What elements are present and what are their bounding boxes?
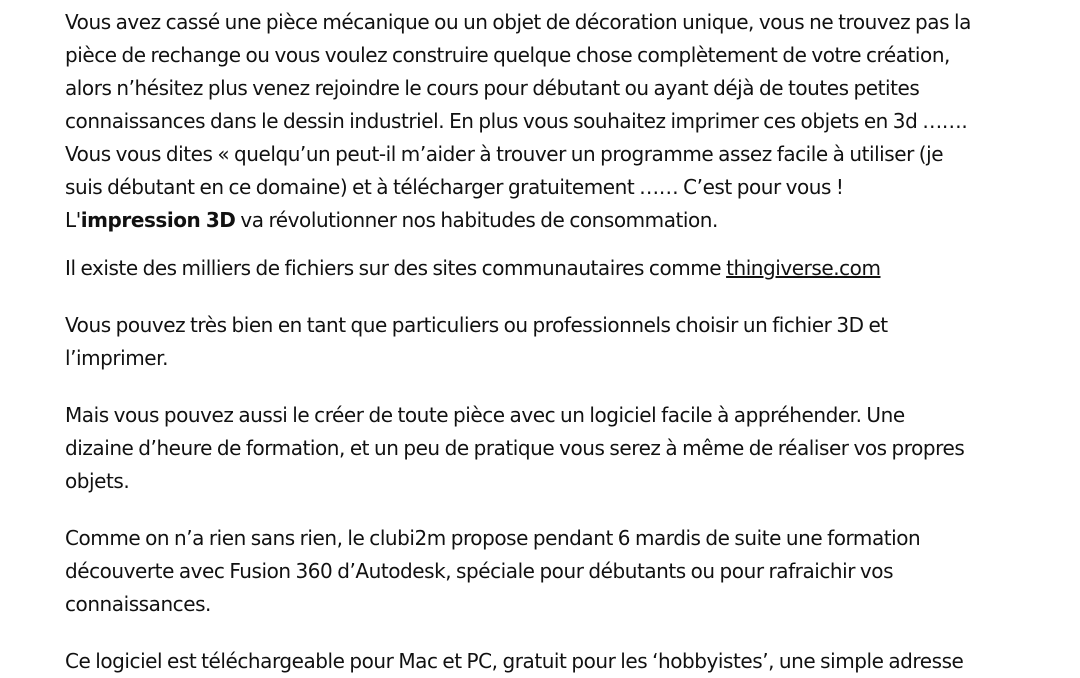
text-line: Ce logiciel est téléchargeable pour Mac et PC, gratuit pour les ‘hobbyistes’, une simple adresse	[65, 649, 964, 673]
text-line: Vous vous dites « quelqu’un peut-il m’aider à trouver un programme assez facile à utiliser (je	[65, 142, 944, 166]
text-prefix: L'	[65, 208, 81, 232]
text-line-impression	[65, 204, 1025, 237]
text-line	[65, 252, 1025, 285]
paragraph-choose-file	[65, 309, 1025, 375]
document-page	[65, 6, 1025, 678]
paragraph-create	[65, 399, 1025, 498]
text-suffix: va révolutionner nos habitudes de consommation.	[235, 208, 718, 232]
text-line: l’imprimer.	[65, 346, 169, 370]
text-line: suis débutant en ce domaine) et à télécharger gratuitement …… C’est pour vous !	[65, 175, 844, 199]
text-line: dizaine d’heure de formation, et un peu de pratique vous serez à même de réaliser vos propres	[65, 436, 965, 460]
thingiverse-link[interactable]: thingiverse.com	[726, 256, 881, 280]
text-line: connaissances.	[65, 592, 211, 616]
text-line: Vous pouvez très bien en tant que particuliers ou professionnels choisir un fichier 3D et	[65, 313, 888, 337]
paragraph-files	[65, 252, 1025, 285]
paragraph-training	[65, 522, 1025, 621]
text-content: Il existe des milliers de fichiers sur des sites communautaires comme	[65, 256, 727, 280]
text-line: alors n’hésitez plus venez rejoindre le cours pour débutant ou ayant déjà de toutes petites	[65, 76, 920, 100]
text-line: Comme on n’a rien sans rien, le clubi2m propose pendant 6 mardis de suite une formation	[65, 526, 921, 550]
paragraph-intro	[65, 6, 1025, 237]
text-line: connaissances dans le dessin industriel. En plus vous souhaitez imprimer ces objets en 3d …….	[65, 109, 968, 133]
text-line: Vous avez cassé une pièce mécanique ou un objet de décoration unique, vous ne trouvez pas la	[65, 10, 971, 34]
text-line: découverte avec Fusion 360 d’Autodesk, spéciale pour débutants ou pour rafraichir vos	[65, 559, 894, 583]
bold-term: impression 3D	[80, 208, 236, 232]
text-line: objets.	[65, 469, 130, 493]
text-line: pièce de rechange ou vous voulez construire quelque chose complètement de votre création,	[65, 43, 950, 67]
paragraph-software	[65, 645, 1025, 678]
text-line: Mais vous pouvez aussi le créer de toute pièce avec un logiciel facile à appréhender. Une	[65, 403, 905, 427]
